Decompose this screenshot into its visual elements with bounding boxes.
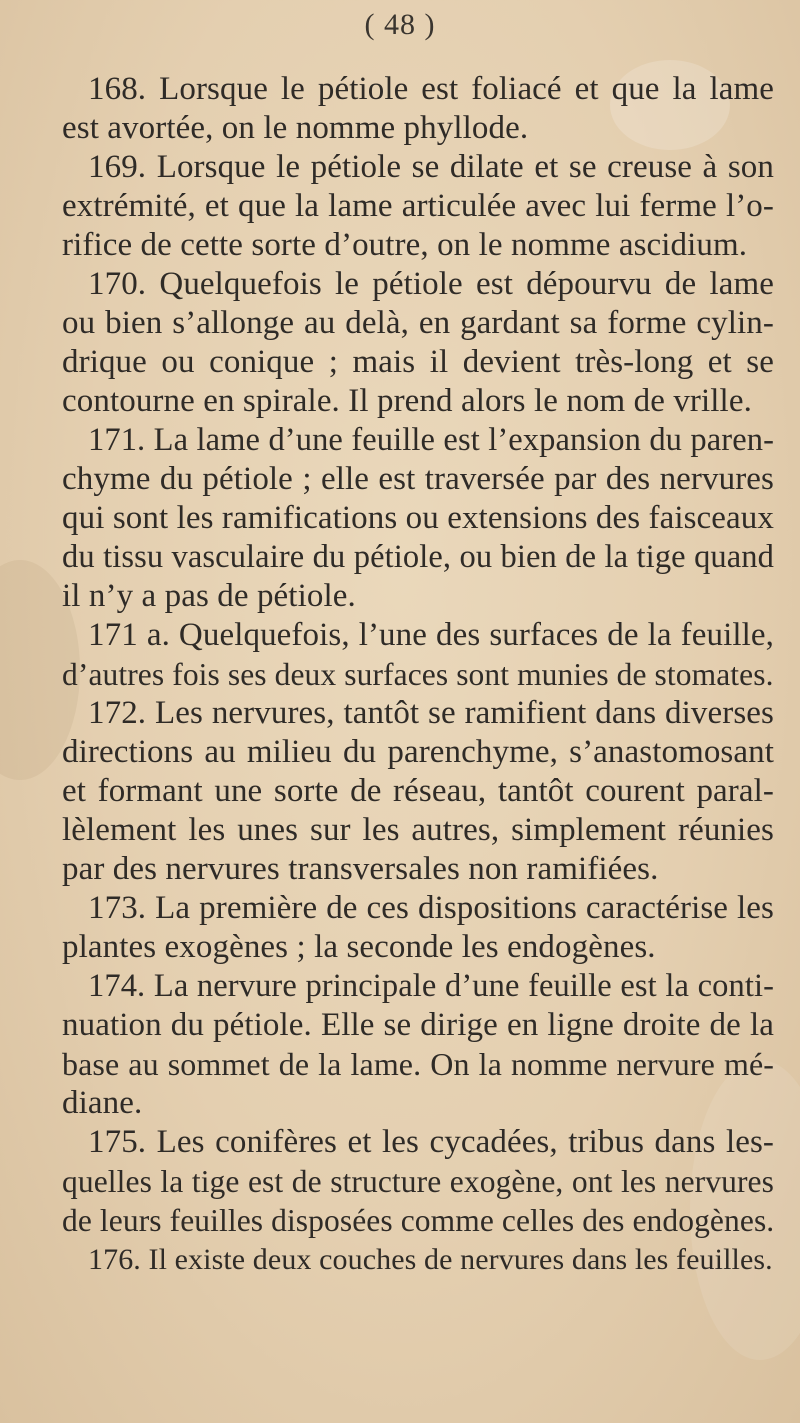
- body-text: [62, 70, 774, 1279]
- text-line: par des nervures transversales non ramifiées.: [62, 851, 659, 887]
- text-line: diane.: [62, 1085, 143, 1121]
- text-line: 168. Lorsque le pétiole est foliacé et que la lame: [88, 71, 774, 107]
- text-line: plantes exogènes ; la seconde les endogènes.: [62, 929, 656, 965]
- text-line: il n’y a pas de pétiole.: [62, 578, 356, 614]
- text-line: 170. Quelquefois le pétiole est dépourvu de lame: [88, 266, 774, 302]
- text-line: 176. Il existe deux couches de nervures dans les feuilles.: [88, 1243, 773, 1276]
- text-line: extrémité, et que la lame articulée avec lui ferme l’o-: [62, 188, 774, 224]
- text-line: qui sont les ramifications ou extensions des faisceaux: [62, 500, 774, 536]
- text-line: lèlement les unes sur les autres, simplement réunies: [62, 812, 774, 848]
- text-line: drique ou conique ; mais il devient très-long et se: [62, 344, 774, 380]
- text-line: 172. Les nervures, tantôt se ramifient dans diverses: [88, 695, 774, 731]
- text-line: ou bien s’allonge au delà, en gardant sa forme cylin-: [62, 305, 774, 341]
- text-line: 174. La nervure principale d’une feuille est la conti-: [88, 968, 774, 1004]
- text-line: du tissu vasculaire du pétiole, ou bien de la tige quand: [62, 539, 774, 575]
- page-number: ( 48 ): [364, 8, 436, 41]
- text-line: contourne en spirale. Il prend alors le nom de vrille.: [62, 383, 752, 419]
- text-line: rifice de cette sorte d’outre, on le nomme ascidium.: [62, 227, 748, 263]
- text-line: 171. La lame d’une feuille est l’expansion du paren-: [88, 422, 774, 458]
- text-line: est avortée, on le nomme phyllode.: [62, 110, 529, 146]
- text-line: 175. Les conifères et les cycadées, tribus dans les-: [88, 1124, 774, 1160]
- text-line: 173. La première de ces dispositions caractérise les: [88, 890, 774, 926]
- text-line: directions au milieu du parenchyme, s’anastomosant: [62, 734, 774, 770]
- text-line: 169. Lorsque le pétiole se dilate et se creuse à son: [88, 149, 774, 185]
- text-line: de leurs feuilles disposées comme celles des endogènes.: [62, 1203, 775, 1238]
- text-line: nuation du pétiole. Elle se dirige en ligne droite de la: [62, 1007, 774, 1043]
- text-line: et formant une sorte de réseau, tantôt courent paral-: [62, 773, 774, 809]
- text-line: d’autres fois ses deux surfaces sont munies de stomates.: [62, 657, 774, 692]
- text-line: chyme du pétiole ; elle est traversée par des nervures: [62, 461, 774, 497]
- text-line: 171 a. Quelquefois, l’une des surfaces de la feuille,: [88, 617, 774, 653]
- text-line: quelles la tige est de structure exogène, ont les nervures: [62, 1164, 774, 1199]
- text-line: base au sommet de la lame. On la nomme nervure mé-: [62, 1046, 774, 1082]
